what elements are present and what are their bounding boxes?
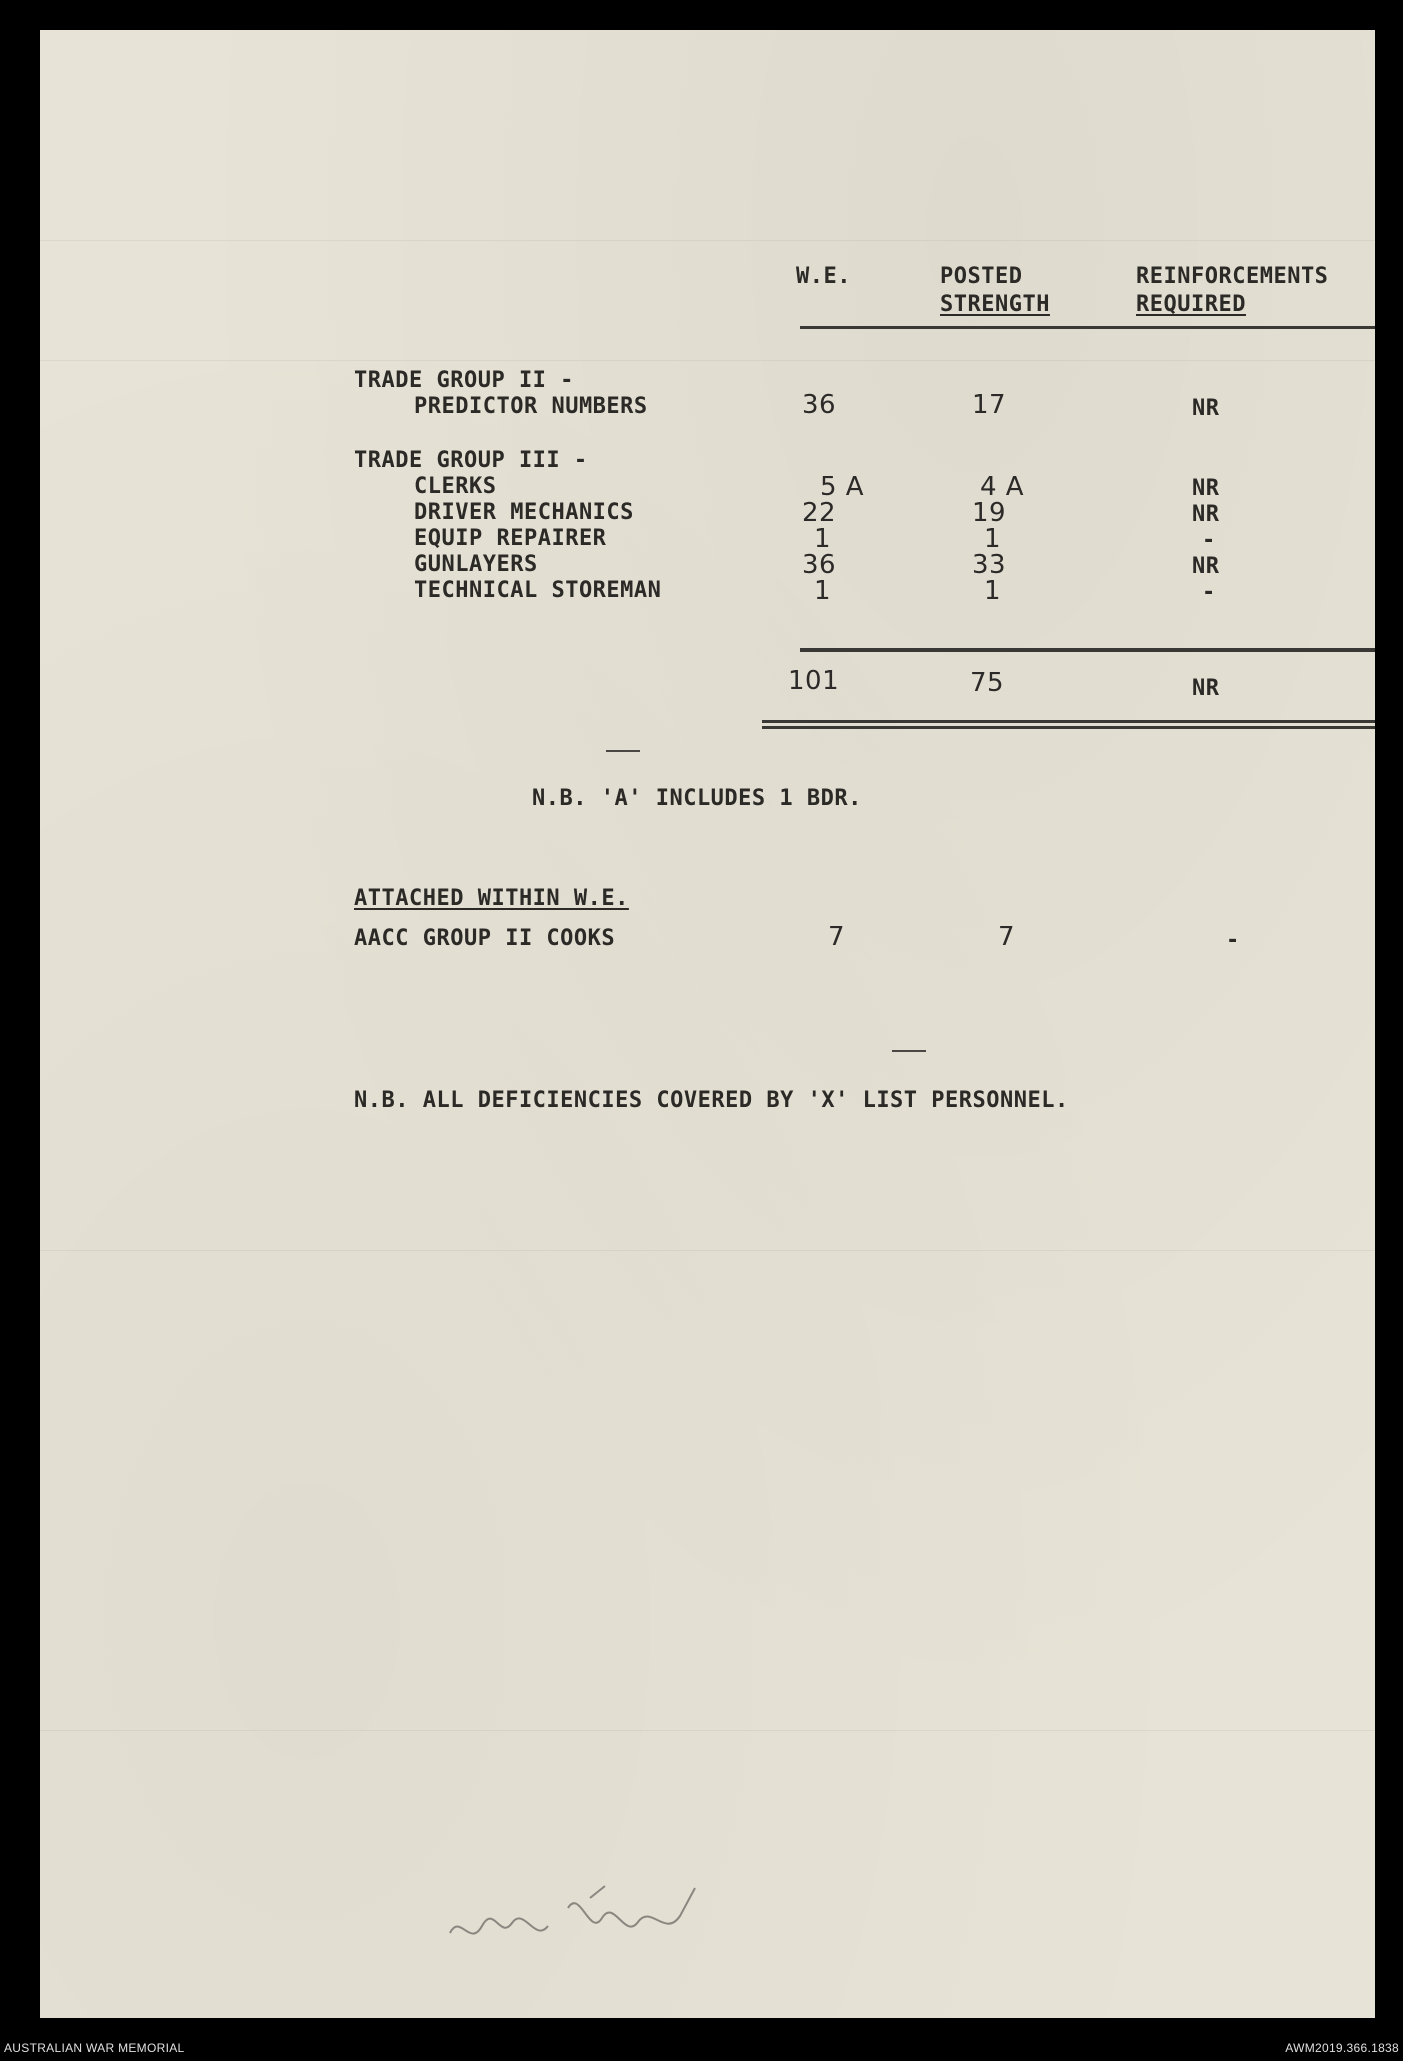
row-we: 36	[802, 390, 837, 420]
header-underline	[800, 326, 1375, 329]
attached-label: AACC GROUP II COOKS	[354, 926, 616, 951]
header-reinforcements-line2: REQUIRED	[1136, 292, 1246, 317]
separator-dash	[892, 1050, 926, 1052]
total-rule-bottom	[762, 726, 1375, 729]
note-deficiencies: N.B. ALL DEFICIENCIES COVERED BY 'X' LIST PERSONNEL.	[354, 1088, 1069, 1113]
total-we: 101	[788, 666, 840, 696]
row-reinf: NR	[1192, 396, 1220, 421]
total-posted: 75	[970, 668, 1005, 698]
footer-accession-number: AWM2019.366.1838	[1285, 2041, 1399, 2055]
row-label: PREDICTOR NUMBERS	[414, 394, 648, 419]
row-posted: 1	[984, 524, 1002, 554]
separator-dash	[606, 750, 640, 752]
row-reinf: -	[1202, 528, 1216, 553]
attached-heading: ATTACHED WITHIN W.E.	[354, 886, 629, 911]
row-label: DRIVER MECHANICS	[414, 500, 634, 525]
row-reinf: NR	[1192, 502, 1220, 527]
row-we: 5 A	[820, 472, 865, 502]
row-posted: 19	[972, 498, 1007, 528]
group3-title: TRADE GROUP III -	[354, 448, 588, 473]
attached-we: 7	[828, 922, 846, 952]
row-label: CLERKS	[414, 474, 497, 499]
header-posted-line2: STRENGTH	[940, 292, 1050, 317]
group2-title: TRADE GROUP II -	[354, 368, 574, 393]
show-through-line	[40, 1730, 1375, 1731]
show-through-line	[40, 1250, 1375, 1251]
row-we: 1	[814, 524, 832, 554]
header-posted-line1: POSTED	[940, 264, 1023, 289]
row-posted: 17	[972, 390, 1007, 420]
row-reinf: NR	[1192, 476, 1220, 501]
header-reinforcements-line1: REINFORCEMENTS	[1136, 264, 1329, 289]
note-a: N.B. 'A' INCLUDES 1 BDR.	[532, 786, 862, 811]
row-label: EQUIP REPAIRER	[414, 526, 607, 551]
total-reinf: NR	[1192, 676, 1220, 701]
row-reinf: -	[1202, 580, 1216, 605]
attached-posted: 7	[998, 922, 1016, 952]
row-reinf: NR	[1192, 554, 1220, 579]
show-through-line	[40, 360, 1375, 361]
row-label: TECHNICAL STOREMAN	[414, 578, 662, 603]
row-we: 22	[802, 498, 837, 528]
row-label: GUNLAYERS	[414, 552, 538, 577]
subtotal-rule	[800, 648, 1375, 652]
handwritten-signature	[440, 1878, 720, 1958]
total-rule-top	[762, 720, 1375, 723]
row-posted: 33	[972, 550, 1007, 580]
row-we: 36	[802, 550, 837, 580]
row-posted: 4 A	[980, 472, 1025, 502]
document-page	[40, 30, 1375, 2018]
row-we: 1	[814, 576, 832, 606]
header-we: W.E.	[796, 264, 851, 289]
show-through-line	[40, 240, 1375, 241]
row-posted: 1	[984, 576, 1002, 606]
attached-reinf: -	[1226, 928, 1240, 953]
footer-institution: AUSTRALIAN WAR MEMORIAL	[4, 2041, 185, 2055]
